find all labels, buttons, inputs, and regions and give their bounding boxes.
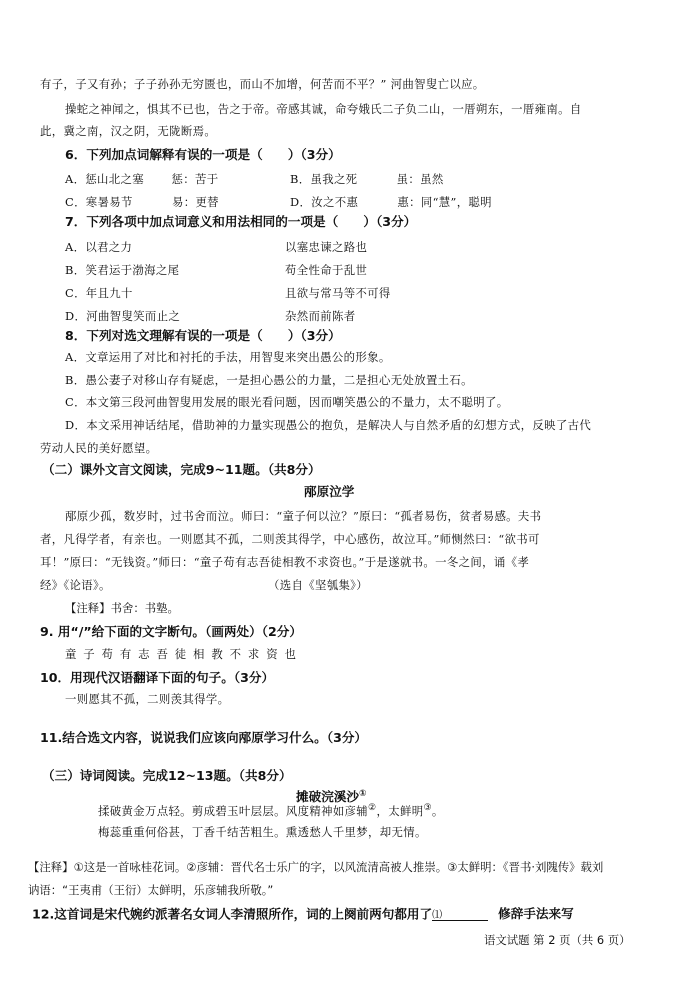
q7-option-a-right: 以塞忠谏之路也 — [285, 240, 368, 254]
poem-line-1-part-a: 揉破黄金万点轻。剪成碧玉叶层层。风度精神如彦辅 — [98, 803, 369, 818]
q7-option-b-left: B．笑君运于渤海之尾 — [65, 263, 180, 277]
q6-option-d: D．汝之不惠 惠：同“慧”，聪明 — [290, 195, 492, 209]
passage2-line-1: 邴原少孤，数岁时，过书舍而泣。师曰：“童子何以泣？”原曰：“孤者易伤，贫者易感。夫书 — [65, 509, 542, 523]
poem-line-1 — [98, 804, 444, 817]
q12-blank-label: ⑴ — [432, 910, 443, 921]
q6-option-c: C．寒暑易节 易：更替 — [65, 195, 219, 209]
q7-option-b-right: 苟全性命于乱世 — [285, 263, 368, 277]
question-10: 10．用现代汉语翻译下面的句子。（3分） — [40, 670, 275, 685]
question-9: 9. 用“/”给下面的文字断句。（画两处）（2分） — [40, 624, 302, 639]
question-12 — [32, 908, 574, 921]
passage2-note: 【注释】书舍：书塾。 — [65, 601, 179, 615]
poem-note-line-2: 讷语：“王夷甫（王衍）太鲜明，乐彦辅我所敬。” — [28, 883, 274, 897]
poem-title — [296, 790, 367, 804]
section-2-heading: （二）课外文言文阅读，完成9~11题。（共8分） — [42, 462, 321, 477]
footnote-mark-2: ② — [368, 803, 377, 813]
q10-text: 一则愿其不孤，二则羡其得学。 — [65, 692, 230, 706]
section-3-heading: （三）诗词阅读。完成12~13题。（共8分） — [42, 768, 292, 783]
q8-option-b: B．愚公妻子对移山存有疑虑，一是担心愚公的力量，二是担心无处放置土石。 — [65, 373, 473, 387]
question-7: 7．下列各项中加点词意义和用法相同的一项是（ ）（3分） — [65, 214, 417, 229]
q9-text: 童子苟有志吾徒相教不求资也 — [65, 647, 303, 661]
passage2-line-3: 耳！”原曰：“无钱资。”师曰：“童子苟有志吾徒相教不求资也。”于是遂就书。一冬之间，诵《孝 — [40, 555, 530, 569]
question-6: 6．下列加点词解释有误的一项是（ ）（3分） — [65, 147, 341, 162]
poem-note-line-1: 【注释】①这是一首咏桂花词。②彦辅：晋代名士乐广的字，以风流清高被人推崇。③太鲜明：《晋书·刘隗传》载刘 — [28, 860, 604, 874]
footnote-mark-3: ③ — [423, 803, 432, 813]
poem-line-1-part-c: 。 — [431, 803, 444, 818]
poem-title-footnote-mark: ① — [358, 789, 367, 799]
q6-option-a: A．惩山北之塞 惩：苦于 — [65, 172, 219, 186]
q7-option-c-right: 且欲与常马等不可得 — [285, 286, 391, 300]
q7-option-a-left: A．以君之力 — [65, 240, 133, 254]
passage2-line-4: 经》《论语》。 — [40, 578, 111, 592]
q8-option-c: C．本文第三段河曲智叟用发展的眼光看问题，因而嘲笑愚公的不量力，太不聪明了。 — [65, 395, 509, 409]
q7-option-d-left: D．河曲智叟笑而止之 — [65, 309, 181, 323]
q6-option-b: B．虽我之死 虽：虽然 — [290, 172, 444, 186]
q12-text-end: 修辞手法来写 — [498, 906, 574, 922]
q12-answer-blank[interactable] — [432, 908, 488, 921]
passage-line-1: 有子，子又有孙；子子孙孙无穷匮也，而山不加增，何苦而不平？” 河曲智叟亡以应。 — [40, 77, 485, 91]
passage-line-2: 操蛇之神闻之，惧其不已也，告之于帝。帝感其诚，命夸娥氏二子负二山，一厝朔东，一厝雍南。自 — [65, 102, 582, 116]
poem-line-1-part-b: ，太鲜明 — [376, 803, 424, 818]
poem-title-text: 摊破浣溪沙 — [296, 789, 359, 805]
q8-option-d-line-1: D．本文采用神话结尾，借助神的力量实现愚公的抱负，是解决人与自然矛盾的幻想方式，反映了古代 — [65, 418, 592, 432]
passage2-source: （选自《坚瓠集》） — [268, 578, 368, 592]
q8-option-a: A．文章运用了对比和衬托的手法，用智叟来突出愚公的形象。 — [65, 350, 391, 364]
page-footer: 语文试题 第 2 页（共 6 页） — [484, 933, 631, 947]
poem-line-2: 梅蕊重重何俗甚，丁香千结苦粗生。熏透愁人千里梦，却无情。 — [98, 825, 427, 839]
question-8: 8．下列对选文理解有误的一项是（ ）（3分） — [65, 328, 341, 343]
q8-option-d-line-2: 劳动人民的美好愿望。 — [40, 441, 158, 455]
passage-line-3: 此，冀之南，汉之阴，无陇断焉。 — [40, 124, 217, 138]
q12-text: 12.这首词是宋代婉约派著名女词人李清照所作，词的上阕前两句都用了 — [32, 906, 433, 922]
passage-title: 邴原泣学 — [304, 484, 355, 499]
question-11: 11.结合选文内容，说说我们应该向邴原学习什么。（3分） — [40, 730, 368, 745]
q7-option-d-right: 杂然而前陈者 — [285, 309, 356, 323]
passage2-line-2: 者，凡得学者，有亲也。一则愿其不孤，二则羡其得学，中心感伤，故泣耳。”师恻然曰：“欲书可 — [40, 532, 540, 546]
q7-option-c-left: C．年且九十 — [65, 286, 133, 300]
